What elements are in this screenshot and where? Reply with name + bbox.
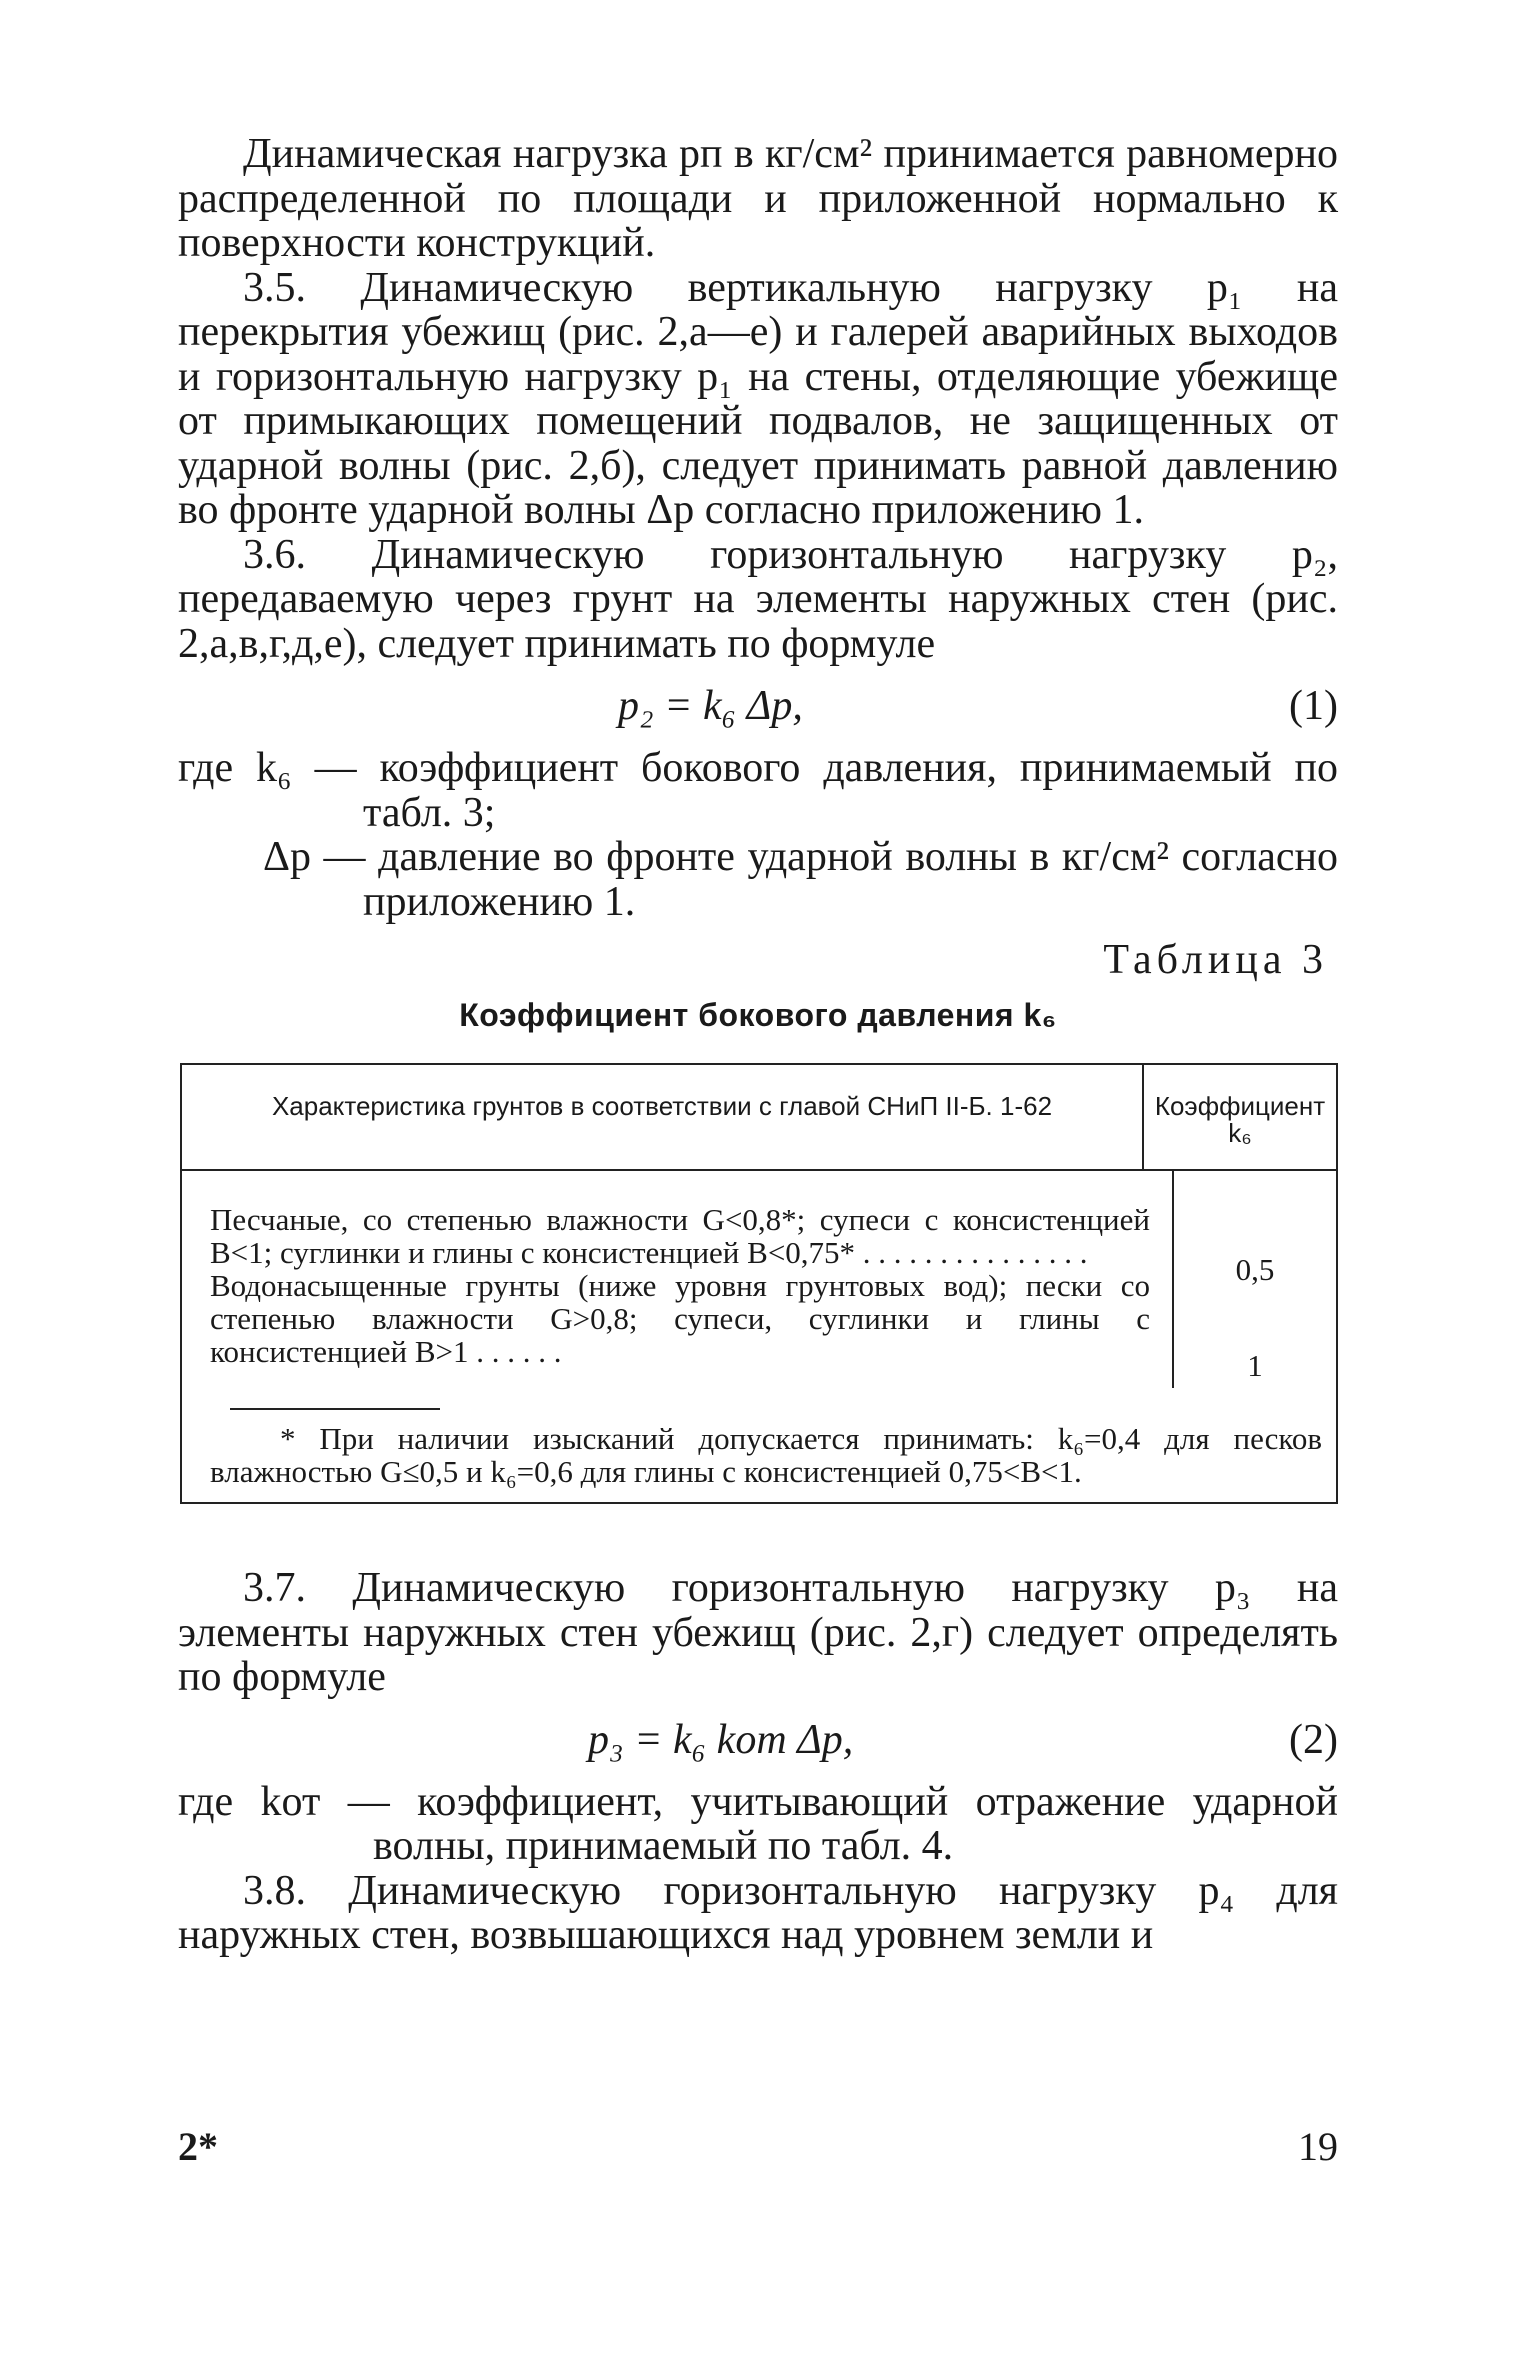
paragraph-3-7: 3.7. Динамическую горизонтальную нагрузку p₃ на элементы наружных стен убежищ (рис. 2,г) следует определять по формуле (178, 1565, 1338, 1700)
paragraph-3-8: 3.8. Динамическую горизонтальную нагрузку p₄ для наружных стен, возвышающихся над уровнем земли и (178, 1867, 1338, 1958)
formula-2-number: (2) (1289, 1716, 1338, 1763)
where-dp (178, 835, 1338, 924)
table-header-coefficient: Коэффициент k₆ (1154, 1091, 1326, 1148)
where-kot (178, 1780, 1338, 1869)
paragraph-intro: Динамическая нагрузка pп в кг/см² принимается равномерно распределенной по площади и приложенной нормально к поверхности конструкций. (178, 131, 1338, 266)
where-dp-description: давление во фронте ударной волны в кг/см² согласно приложению 1. (363, 834, 1338, 925)
table-footnote-block (182, 1388, 1336, 1502)
table-body (182, 1171, 1336, 1388)
table-row-1-text: Песчаные, со степенью влажности G<0,8*; супеси с консистенцией B<1; суглинки и глины с консистенцией B<0,75* . . . . . . . . . . . . . . . (210, 1202, 1150, 1270)
where-k6-description: коэффициент бокового давления, принимаемый по табл. 3; (363, 745, 1339, 836)
formula-2 (178, 1714, 1338, 1772)
page-number: 19 (1298, 2124, 1338, 2169)
where-k6 (178, 746, 1338, 835)
where-k6-symbol: где k₆ — (178, 745, 380, 791)
table-row-1-value: 0,5 (1235, 1252, 1275, 1287)
formula-1 (178, 680, 1338, 738)
table-caption: Таблица 3 (1103, 937, 1328, 983)
table-row-2-value: 1 (1247, 1348, 1263, 1383)
formula-2-expression: p₃ = k₆ kот Δp, (588, 1716, 854, 1763)
table-title: Коэффициент бокового давления k₆ (459, 996, 1057, 1033)
page-content (178, 132, 1338, 1958)
footnote-rule (230, 1408, 440, 1410)
signature-mark: 2* (178, 2124, 218, 2169)
table-footnote: * При наличии изысканий допускается принимать: k₆=0,4 для песков влажностью G≤0,5 и k₆=0,6 для глины с консистенцией 0,75<B<1. (210, 1421, 1322, 1489)
table-3 (180, 1063, 1338, 1504)
where-dp-symbol: Δp — (263, 834, 379, 880)
table-soil-cell (182, 1171, 1174, 1388)
table-header-row (182, 1065, 1336, 1171)
where-kot-description: коэффициент, учитывающий отражение ударной волны, принимаемый по табл. 4. (373, 1778, 1338, 1869)
table-row-2-text: Водонасыщенные грунты (ниже уровня грунтовых вод); пески со степенью влажности G>0,8; супеси, суглинки и глины с консистенцией B>1 . . . . . . (210, 1268, 1150, 1369)
formula-1-expression: p₂ = k₆ Δp, (618, 683, 803, 729)
table-coefficient-cell (1174, 1171, 1336, 1388)
paragraph-3-6: 3.6. Динамическую горизонтальную нагрузку p₂, передаваемую через грунт на элементы наружных стен (рис. 2,а,в,г,д,е), следует принимать по формуле (178, 531, 1338, 667)
formula-1-number: (1) (1289, 683, 1338, 729)
where-kot-symbol: где kот — (178, 1778, 418, 1825)
paragraph-3-5: 3.5. Динамическую вертикальную нагрузку p₁ на перекрытия убежищ (рис. 2,а—е) и галерей аварийных выходов и горизонтальную нагрузку p₁ на стены, отделяющие убежище от примыкающих помещений подвалов, не защищенных от ударной волны (рис. 2,б), следует принимать равной давлению во фронте ударной волны Δp согласно приложению 1. (178, 264, 1338, 533)
table-header-soil: Характеристика грунтов в соответствии с главой СНиП II-Б. 1-62 (182, 1065, 1144, 1169)
